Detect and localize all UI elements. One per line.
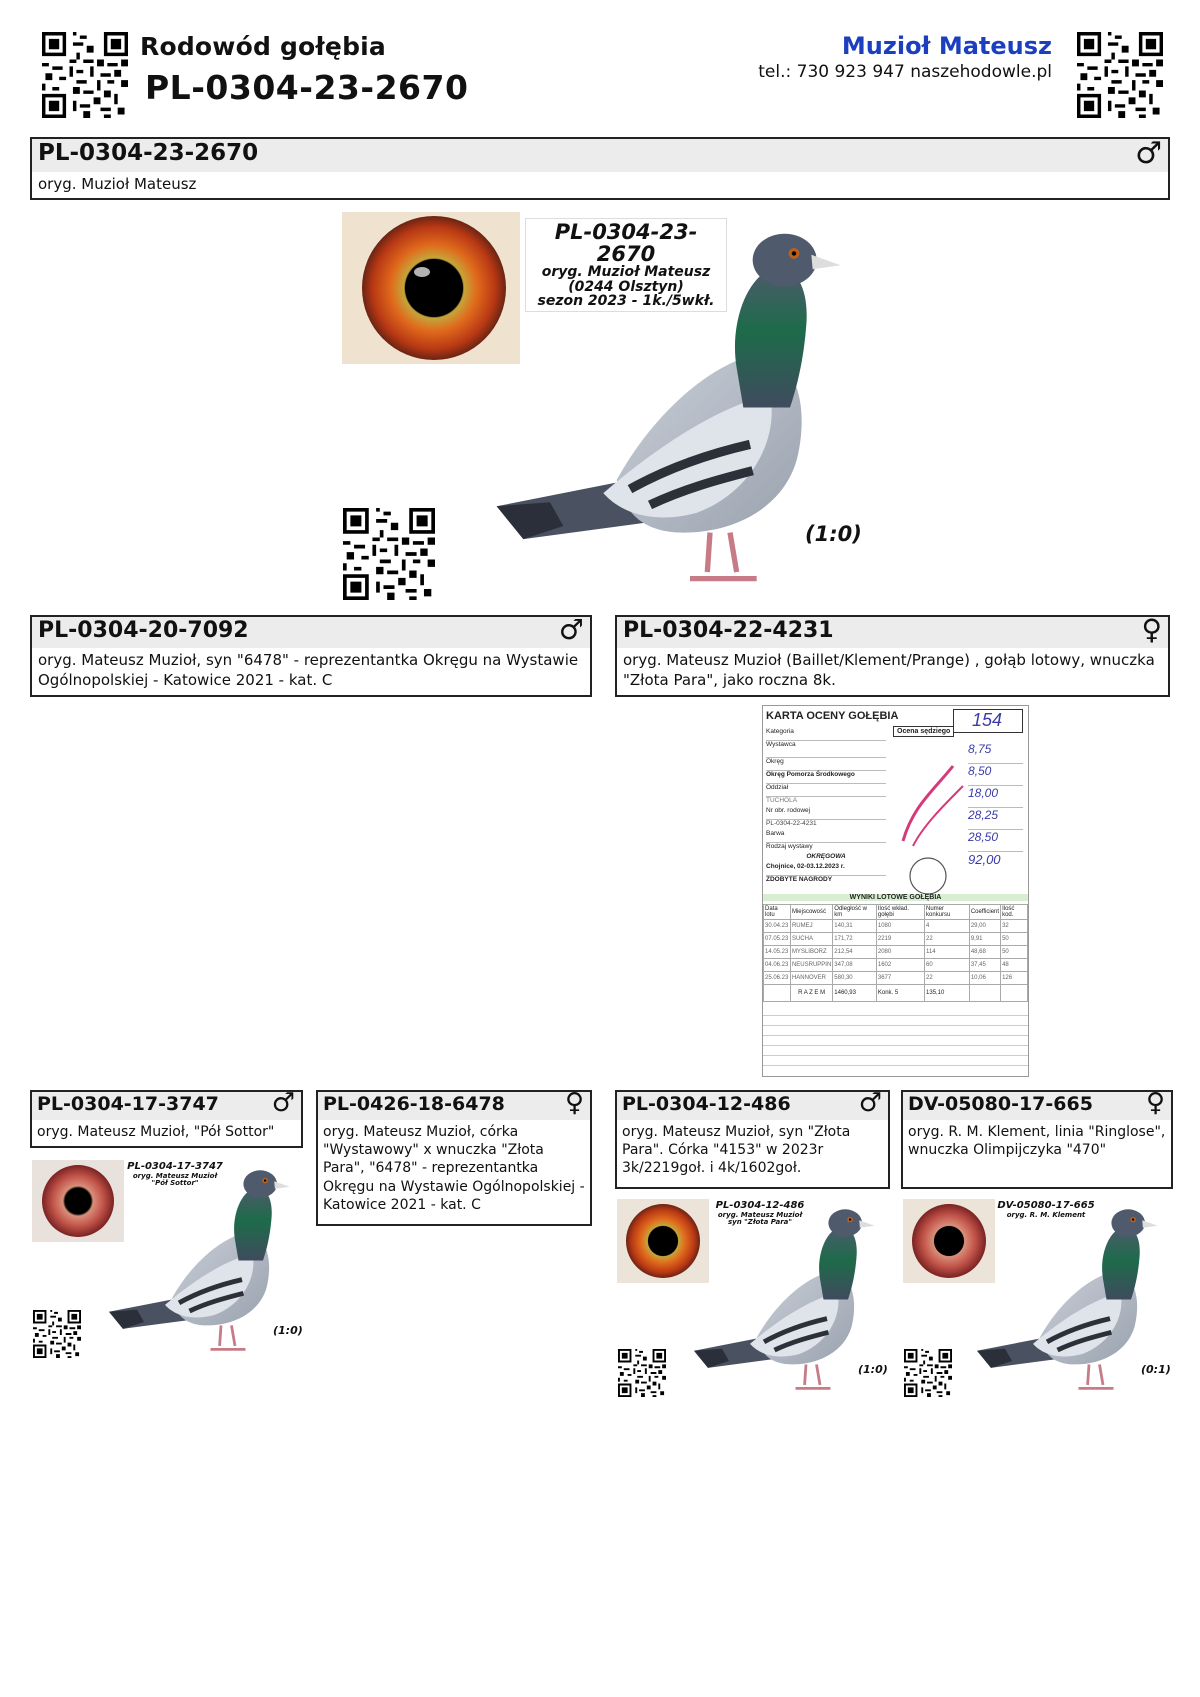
card-district: Okręg Pomorza Środkowego <box>766 771 886 784</box>
parent-dam-ring: PL-0304-22-4231 <box>623 618 834 643</box>
caption-ring: PL-0304-17-3747 <box>127 1161 223 1172</box>
results-cell: 22 <box>925 972 970 985</box>
results-total-km: 1460,93 <box>833 985 877 1002</box>
grandparent-3-header <box>617 1088 888 1120</box>
results-total-coef: 135,10 <box>925 985 970 1002</box>
page-ring-number: PL-0304-23-2670 <box>145 68 469 107</box>
breeder-contact: tel.: 730 923 947 naszehodowle.pl <box>758 62 1052 82</box>
score-card-results-table <box>763 904 1028 1002</box>
results-row <box>764 972 1028 985</box>
grandparent-2-header <box>318 1088 590 1120</box>
grandparent-1-ratio: (1:0) <box>273 1324 303 1337</box>
grandparent-3-desc: oryg. Mateusz Muzioł, syn "Złota Para". Córka "4153" w 2023r 3k/2219goł. i 4k/1602goł. <box>622 1124 851 1177</box>
results-cell: 212,54 <box>833 946 877 959</box>
card-score: 8,50 <box>968 764 1023 786</box>
results-col: Miejscowość <box>790 905 832 920</box>
results-cell: 30.04.23 <box>764 920 791 933</box>
main-pigeon-box <box>30 137 1170 200</box>
grandparent-1-desc: oryg. Mateusz Muzioł, "Pół Sottor" <box>37 1124 275 1140</box>
parent-sire-ring: PL-0304-20-7092 <box>38 618 249 643</box>
caption-line3: sezon 2023 - 1k./5wkł. <box>537 293 715 310</box>
grandparent-2-desc: oryg. Mateusz Muzioł, córka "Wystawowy" x wnuczka "Złota Para", "6478" - reprezentantka Okręgu na Wystawie Ogólnopolskiej - Katowice 2021 - kat. C <box>323 1124 585 1213</box>
card-row: Okręg <box>766 758 886 771</box>
results-cell <box>764 985 791 1002</box>
results-cell: 140,31 <box>833 920 877 933</box>
results-header-row <box>764 905 1028 920</box>
caption-line2: syn "Złota Para" <box>727 1217 793 1226</box>
page-title: Rodowód gołębia <box>140 32 387 61</box>
results-total-row <box>764 985 1028 1002</box>
grandparent-3-photo <box>615 1197 890 1402</box>
male-icon: ♂ <box>558 613 584 646</box>
caption-line1: oryg. R. M. Klement <box>1006 1210 1086 1219</box>
female-icon: ♀ <box>1141 613 1162 646</box>
card-score: 28,50 <box>968 830 1023 852</box>
card-score: 28,25 <box>968 808 1023 830</box>
results-cell: 126 <box>1001 972 1028 985</box>
card-branch: TUCHOLA <box>766 797 798 804</box>
results-cell: NEUSRUPPIN <box>790 959 832 972</box>
caption-line1: oryg. Muzioł Mateusz <box>541 264 711 281</box>
grandparent-4-header <box>903 1088 1171 1120</box>
card-place: Chojnice, 02-03.12.2023 r. <box>766 863 886 876</box>
results-cell: HANNOVER <box>790 972 832 985</box>
results-cell: 580,30 <box>833 972 877 985</box>
male-icon: ♂ <box>1135 136 1162 171</box>
card-row: Kategoria <box>766 728 886 741</box>
results-cell: 07.05.23 <box>764 933 791 946</box>
grandparent-1-photo <box>30 1158 305 1363</box>
results-total-label: R A Z E M <box>790 985 832 1002</box>
grandparent-4-ratio: (0:1) <box>1141 1363 1171 1376</box>
card-row: Oddział <box>766 784 886 797</box>
grandparent-1-header <box>32 1088 301 1120</box>
main-pigeon-ring: PL-0304-23-2670 <box>38 140 259 166</box>
main-pigeon-header <box>32 136 1168 172</box>
male-icon: ♂ <box>271 1088 295 1118</box>
parent-box-sire <box>30 615 592 697</box>
results-row <box>764 946 1028 959</box>
breeder-name: Muzioł Mateusz <box>841 32 1052 60</box>
female-icon: ♀ <box>564 1088 584 1118</box>
parent-box-dam <box>615 615 1170 697</box>
score-card-cage <box>953 709 1023 733</box>
results-col: Coefficient <box>969 905 1000 920</box>
grandparent-4-qr <box>904 1349 952 1397</box>
results-cell: RUMEJ <box>790 920 832 933</box>
results-cell: 9,91 <box>969 933 1000 946</box>
grandparent-4-desc: oryg. R. M. Klement, linia "Ringlose", wnuczka Olimpijczyka "470" <box>908 1124 1166 1159</box>
grandparent-4-ring: DV-05080-17-665 <box>908 1093 1093 1115</box>
card-row: Barwa <box>766 830 886 843</box>
card-row: Wystawca <box>766 741 886 758</box>
grandparent-1-qr <box>33 1310 81 1358</box>
parent-dam-desc: oryg. Mateusz Muzioł (Baillet/Klement/Prange) , gołąb lotowy, wnuczka "Złota Para", jako roczna 8k. <box>623 651 1155 689</box>
male-icon: ♂ <box>858 1088 882 1118</box>
results-cell: 10,06 <box>969 972 1000 985</box>
results-cell: 25.06.23 <box>764 972 791 985</box>
card-score-total: 92,00 <box>968 852 1001 867</box>
results-cell: SUCHA <box>790 933 832 946</box>
score-card-left-rows <box>766 728 886 890</box>
grandparent-box-4 <box>901 1090 1173 1189</box>
card-row: Rodzaj wystawy <box>766 843 813 850</box>
grandparent-3-qr <box>618 1349 666 1397</box>
card-row: Nr obr. rodowej <box>766 807 886 820</box>
card-score: 18,00 <box>968 786 1023 808</box>
card-score: 8,75 <box>968 742 1023 764</box>
card-exhibition: OKRĘGOWA <box>806 853 846 860</box>
card-stamp <box>883 746 973 896</box>
results-cell: 114 <box>925 946 970 959</box>
results-cell: 171,72 <box>833 933 877 946</box>
caption-ring: PL-0304-12-486 <box>715 1200 805 1211</box>
score-card-results-title: WYNIKI LOTOWE GOŁĘBIA <box>763 894 1028 901</box>
results-cell: 4 <box>925 920 970 933</box>
results-cell: 37,45 <box>969 959 1000 972</box>
grandparent-3-ring: PL-0304-12-486 <box>622 1093 791 1115</box>
grandparent-3-ratio: (1:0) <box>858 1363 888 1376</box>
results-cell: 48 <box>1001 959 1028 972</box>
results-cell: 1602 <box>876 959 924 972</box>
results-cell: 50 <box>1001 933 1028 946</box>
header-qr-right <box>1077 32 1163 118</box>
results-cell: 22 <box>925 933 970 946</box>
results-col: Ilość kod. <box>1001 905 1028 920</box>
results-cell: 2080 <box>876 946 924 959</box>
results-cell: 32 <box>1001 920 1028 933</box>
grandparent-4-photo <box>901 1197 1173 1402</box>
caption-line2: "Pół Sottor" <box>151 1178 199 1187</box>
results-cell: MYSLIBORZ <box>790 946 832 959</box>
card-ring: PL-0304-22-4231 <box>766 820 817 827</box>
card-row: ZDOBYTE NAGRODY <box>766 876 833 883</box>
parent-sire-desc: oryg. Mateusz Muzioł, syn "6478" - reprezentantka Okręgu na Wystawie Ogólnopolskiej - Katowice 2021 - kat. C <box>38 651 579 689</box>
results-cell: 1080 <box>876 920 924 933</box>
results-row <box>764 933 1028 946</box>
results-row <box>764 959 1028 972</box>
results-col: Data lotu <box>764 905 791 920</box>
results-cell: 04.06.23 <box>764 959 791 972</box>
score-card <box>762 705 1029 1077</box>
grandparent-box-2 <box>316 1090 592 1226</box>
results-cell: 60 <box>925 959 970 972</box>
grandparent-box-1 <box>30 1090 303 1148</box>
grandparent-1-ring: PL-0304-17-3747 <box>37 1093 219 1115</box>
caption-ring: PL-0304-23-2670 <box>554 220 698 267</box>
results-row <box>764 920 1028 933</box>
score-card-title: KARTA OCENY GOŁĘBIA <box>766 710 899 722</box>
score-card-scores <box>968 742 1023 873</box>
parent-dam-header <box>617 613 1168 648</box>
header-qr-left <box>42 32 128 118</box>
results-total-konk: Konk. 5 <box>876 985 924 1002</box>
results-cell: 14.05.23 <box>764 946 791 959</box>
results-cell <box>1001 985 1028 1002</box>
caption-line1: oryg. Mateusz Muzioł <box>132 1171 218 1180</box>
caption-line2: (0244 Olsztyn) <box>568 278 684 295</box>
results-cell: 2219 <box>876 933 924 946</box>
results-cell: 3677 <box>876 972 924 985</box>
results-col: Odległość w km <box>833 905 877 920</box>
results-cell: 50 <box>1001 946 1028 959</box>
score-card-judge-label: Ocena sędziego <box>893 726 954 737</box>
main-pigeon-photo <box>340 210 870 605</box>
results-cell: 48,68 <box>969 946 1000 959</box>
results-col: Numer konkursu <box>925 905 970 920</box>
grandparent-box-3 <box>615 1090 890 1189</box>
female-icon: ♀ <box>1145 1088 1165 1118</box>
grandparent-2-ring: PL-0426-18-6478 <box>323 1093 505 1115</box>
results-col: Ilość wkład. gołębi <box>876 905 924 920</box>
results-cell: 347,08 <box>833 959 877 972</box>
main-pigeon-desc: oryg. Muzioł Mateusz <box>38 175 197 193</box>
results-cell: 29,00 <box>969 920 1000 933</box>
parent-sire-header <box>32 613 590 648</box>
results-cell <box>969 985 1000 1002</box>
main-ratio: (1:0) <box>805 522 862 546</box>
caption-line1: oryg. Mateusz Muzioł <box>717 1210 803 1219</box>
caption-ring: DV-05080-17-665 <box>997 1200 1095 1211</box>
main-photo-qr <box>343 508 435 600</box>
card-empty-lines <box>763 1006 1028 1074</box>
score-card-cage-number: 154 <box>972 710 1003 730</box>
